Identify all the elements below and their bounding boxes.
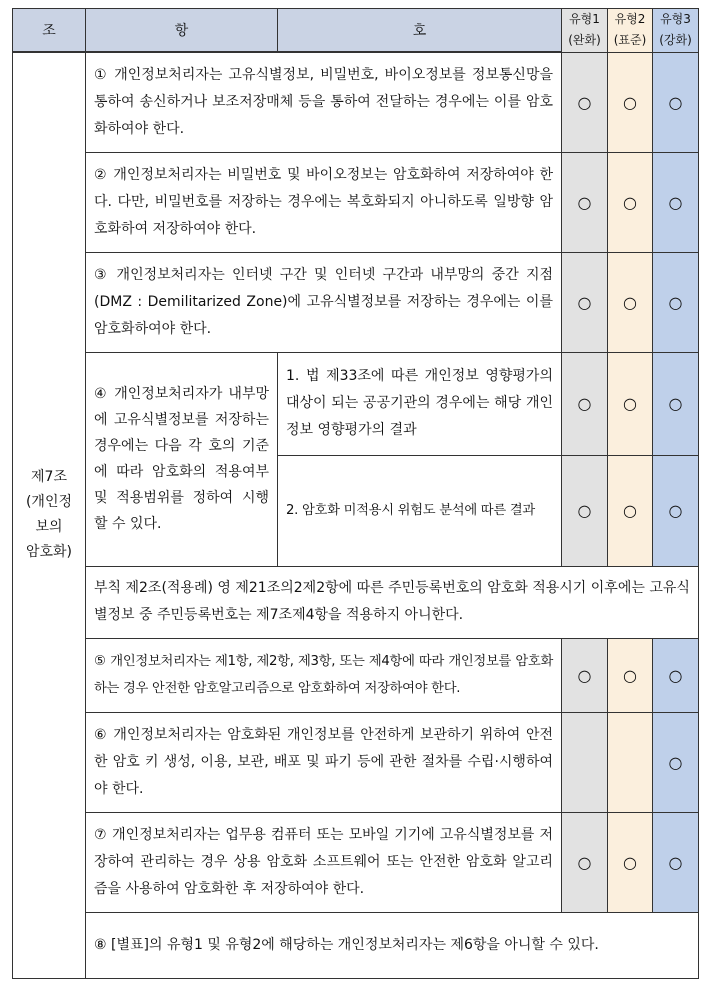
article-cell [13,52,86,978]
clause-5-text: ⑤ 개인정보처리자는 제1항, 제2항, 제3항, 또는 제4항에 따라 개인정보를 암호화하는 경우 안전한 암호알고리즘으로 암호화하여 저장하여야 한다. [86,638,562,712]
clause-7-type3-mark: ○ [653,812,699,912]
clause-2-type3-mark: ○ [653,152,699,252]
header-ho: 호 [278,9,562,53]
clause-1-type2-mark: ○ [608,52,653,152]
clause-3-type2-mark: ○ [608,252,653,352]
article-line1: 제7조 [31,469,67,486]
row-clause-2 [13,152,699,252]
clause-4-item-1-text: 1. 법 제33조에 따른 개인정보 영향평가의 대상이 되는 공공기관의 경우에는 해당 개인정보 영향평가의 결과 [278,352,562,455]
clause-4-1-type2-mark: ○ [608,352,653,455]
row-clause-5 [13,638,699,712]
clause-4-2-type1-mark: ○ [562,455,608,566]
clause-4-text: ④ 개인정보처리자가 내부망에 고유식별정보를 저장하는 경우에는 다음 각 호의 기준에 따라 암호화의 적용여부 및 적용범위를 정하여 시행할 수 있다. [86,352,278,566]
row-clause-4-item-1 [13,352,699,455]
header-type2-sub: (표준) [613,33,647,48]
article-line2: (개인정 [25,494,73,511]
clause-4-2-type3-mark: ○ [653,455,699,566]
clause-2-type1-mark: ○ [562,152,608,252]
header-jo: 조 [13,9,86,53]
clause-1-type3-mark: ○ [653,52,699,152]
clause-6-type3-mark: ○ [653,712,699,812]
header-type3-sub: (강화) [659,33,692,48]
clause-4-1-type3-mark: ○ [653,352,699,455]
header-type3 [653,9,699,53]
clause-3-type3-mark: ○ [653,252,699,352]
header-hang: 항 [86,9,278,53]
clause-5-type1-mark: ○ [562,638,608,712]
supplementary-text: 부칙 제2조(적용례) 영 제21조의2제2항에 따른 주민등록번호의 암호화 적용시기 이후에는 고유식별정보 중 주민등록번호는 제7조제4항을 적용하지 아니한다. [86,566,699,638]
header-type1-sub: (완화) [568,33,601,48]
header-type2 [608,9,653,53]
row-clause-1 [13,52,699,152]
clause-1-type1-mark: ○ [562,52,608,152]
clause-4-1-type1-mark: ○ [562,352,608,455]
clause-1-text: ① 개인정보처리자는 고유식별정보, 비밀번호, 바이오정보를 정보통신망을 통하여 송신하거나 보조저장매체 등을 통하여 전달하는 경우에는 이를 암호화하여야 한다. [86,52,562,152]
clause-6-type2-cell [608,712,653,812]
clause-4-2-type2-mark: ○ [608,455,653,566]
row-clause-8 [13,912,699,978]
header-type1-label: 유형1 [569,12,600,27]
regulation-table [12,8,699,979]
clause-7-type2-mark: ○ [608,812,653,912]
article-line3: 보의 [35,519,63,536]
clause-7-text: ⑦ 개인정보처리자는 업무용 컴퓨터 또는 모바일 기기에 고유식별정보를 저장하여 관리하는 경우 상용 암호화 소프트웨어 또는 안전한 암호화 알고리즘을 사용하여 암호화한 후 저장하여야 한다. [86,812,562,912]
clause-6-text: ⑥ 개인정보처리자는 암호화된 개인정보를 안전하게 보관하기 위하여 안전한 암호 키 생성, 이용, 보관, 배포 및 파기 등에 관한 절차를 수립·시행하여야 한다. [86,712,562,812]
row-clause-3 [13,252,699,352]
row-supplementary [13,566,699,638]
row-clause-7 [13,812,699,912]
clause-8-text: ⑧ [별표]의 유형1 및 유형2에 해당하는 개인정보처리자는 제6항을 아니할 수 있다. [86,912,699,978]
header-row [13,9,699,53]
clause-4-item-2-text: 2. 암호화 미적용시 위험도 분석에 따른 결과 [278,455,562,566]
header-type2-label: 유형2 [614,12,646,27]
row-clause-6 [13,712,699,812]
clause-5-type3-mark: ○ [653,638,699,712]
header-type1 [562,9,608,53]
clause-6-type1-cell [562,712,608,812]
clause-7-type1-mark: ○ [562,812,608,912]
article-line4: 암호화) [25,544,73,561]
clause-2-type2-mark: ○ [608,152,653,252]
header-type3-label: 유형3 [660,12,691,27]
clause-3-text: ③ 개인정보처리자는 인터넷 구간 및 인터넷 구간과 내부망의 중간 지점(DMZ : Demilitarized Zone)에 고유식별정보를 저장하는 경우에는 이를 암호화하여야 한다. [86,252,562,352]
clause-3-type1-mark: ○ [562,252,608,352]
clause-2-text: ② 개인정보처리자는 비밀번호 및 바이오정보는 암호화하여 저장하여야 한다. 다만, 비밀번호를 저장하는 경우에는 복호화되지 아니하도록 일방향 암호화하여 저장하여야 한다. [86,152,562,252]
clause-5-type2-mark: ○ [608,638,653,712]
